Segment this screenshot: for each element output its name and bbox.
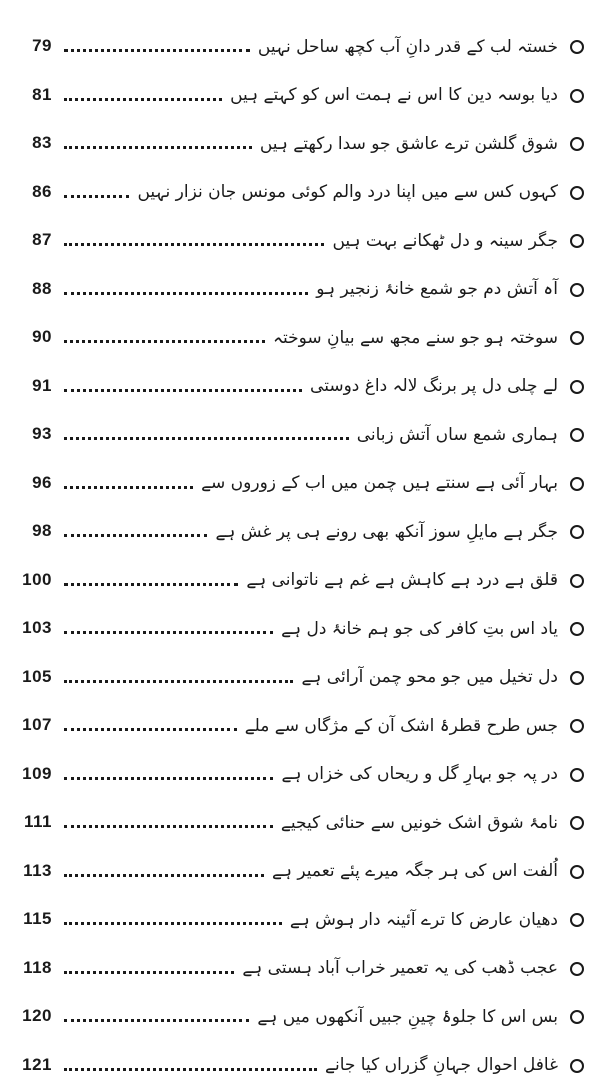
page-number: 83 <box>0 133 52 153</box>
circle-bullet-icon <box>570 428 584 442</box>
dot-leader <box>64 340 265 343</box>
circle-bullet-icon <box>570 283 584 297</box>
dot-leader <box>64 825 273 828</box>
circle-bullet-icon <box>570 913 584 927</box>
toc-entry[interactable] <box>0 1041 600 1089</box>
toc-entry[interactable] <box>0 604 600 653</box>
circle-bullet-icon <box>570 574 584 588</box>
entry-title: اُلفت اس کی ہر جگہ میرے پئے تعمیر ہے <box>266 860 558 881</box>
dot-leader <box>64 534 207 537</box>
circle-bullet-icon <box>570 89 584 103</box>
page-number: 120 <box>0 1006 52 1026</box>
circle-bullet-icon <box>570 719 584 733</box>
entry-title: جس طرح قطرۂ اشک آن کے مژگاں سے ملے <box>239 715 558 736</box>
dot-leader <box>64 922 282 925</box>
entry-title: دل تخیل میں جو محو چمن آرائی ہے <box>295 666 558 687</box>
entry-title: سوختہ ہو جو سنے مجھ سے بیانِ سوختہ <box>267 327 558 348</box>
page-number: 88 <box>0 279 52 299</box>
entry-title: بس اس کا جلوۂ چینِ جبیں آنکھوں میں ہے <box>251 1006 558 1027</box>
entry-title: خستہ لب کے قدر دانِ آب کچھ ساحل نہیں <box>252 36 558 57</box>
circle-bullet-icon <box>570 671 584 685</box>
page-number: 121 <box>0 1055 52 1075</box>
entry-title: قلق ہے درد ہے کاہش ہے غم ہے ناتوانی ہے <box>240 569 558 590</box>
entry-title: دیا بوسہ دین کا اس نے ہمت اس کو کہتے ہیں <box>224 84 558 105</box>
toc-entry[interactable] <box>0 119 600 168</box>
toc-entry[interactable] <box>0 895 600 944</box>
toc-entry[interactable] <box>0 265 600 314</box>
toc-entry[interactable] <box>0 944 600 993</box>
page-number: 91 <box>0 376 52 396</box>
toc-entry[interactable] <box>0 22 600 71</box>
entry-title: بہار آئی ہے سنتے ہیں چمن میں اب کے زوروں سے <box>195 472 558 493</box>
entry-title: غافل احوال جہانِ گزراں کیا جانے <box>319 1054 558 1075</box>
page-number: 87 <box>0 230 52 250</box>
dot-leader <box>64 1019 249 1022</box>
page-number: 115 <box>0 909 52 929</box>
dot-leader <box>64 146 252 149</box>
entry-title: جگر سینہ و دل ٹھکانے بہت ہیں <box>326 230 558 251</box>
page-number: 90 <box>0 327 52 347</box>
dot-leader <box>64 583 238 586</box>
dot-leader <box>64 728 237 731</box>
page-number: 96 <box>0 473 52 493</box>
dot-leader <box>64 680 293 683</box>
page-number: 86 <box>0 182 52 202</box>
circle-bullet-icon <box>570 865 584 879</box>
circle-bullet-icon <box>570 137 584 151</box>
entry-title: در پہ جو بہارِ گل و ریحاں کی خزاں ہے <box>275 763 558 784</box>
dot-leader <box>64 98 222 101</box>
toc-entry[interactable] <box>0 556 600 605</box>
entry-title: ہماری شمع ساں آتش زبانی <box>351 424 558 445</box>
page-number: 79 <box>0 36 52 56</box>
page-number: 93 <box>0 424 52 444</box>
circle-bullet-icon <box>570 525 584 539</box>
circle-bullet-icon <box>570 40 584 54</box>
toc-entry[interactable] <box>0 71 600 120</box>
dot-leader <box>64 195 129 198</box>
dot-leader <box>64 971 234 974</box>
table-of-contents <box>0 22 600 1089</box>
circle-bullet-icon <box>570 477 584 491</box>
toc-entry[interactable] <box>0 410 600 459</box>
entry-title: عجب ڈھب کی یہ تعمیر خراب آباد ہستی ہے <box>236 957 558 978</box>
dot-leader <box>64 292 308 295</box>
entry-title: جگر ہے مایلِ سوز آنکھ بھی رونے ہی پر غش ہے <box>209 521 558 542</box>
toc-entry[interactable] <box>0 750 600 799</box>
toc-entry[interactable] <box>0 507 600 556</box>
page-number: 81 <box>0 85 52 105</box>
entry-title: آہ آتش دم جو شمع خانۂ زنجیر ہو <box>310 278 558 299</box>
toc-entry[interactable] <box>0 653 600 702</box>
dot-leader <box>64 437 349 440</box>
entry-title: نامۂ شوق اشک خونیں سے حنائی کیجیے <box>275 812 558 833</box>
entry-title: کہوں کس سے میں اپنا درد والم کوئی مونس جان نزار نہیں <box>131 181 558 202</box>
toc-entry[interactable] <box>0 701 600 750</box>
page-number: 111 <box>0 812 52 832</box>
toc-entry[interactable] <box>0 459 600 508</box>
circle-bullet-icon <box>570 1010 584 1024</box>
dot-leader <box>64 486 193 489</box>
dot-leader <box>64 389 302 392</box>
dot-leader <box>64 777 273 780</box>
circle-bullet-icon <box>570 768 584 782</box>
page-number: 98 <box>0 521 52 541</box>
circle-bullet-icon <box>570 622 584 636</box>
page-number: 100 <box>0 570 52 590</box>
circle-bullet-icon <box>570 186 584 200</box>
entry-title: لے چلی دل پر برنگ لالہ داغ دوستی <box>304 375 558 396</box>
toc-entry[interactable] <box>0 216 600 265</box>
dot-leader <box>64 243 324 246</box>
page-number: 109 <box>0 764 52 784</box>
dot-leader <box>64 49 250 52</box>
toc-entry[interactable] <box>0 168 600 217</box>
circle-bullet-icon <box>570 816 584 830</box>
page-number: 105 <box>0 667 52 687</box>
dot-leader <box>64 1068 317 1071</box>
dot-leader <box>64 631 273 634</box>
page-number: 103 <box>0 618 52 638</box>
circle-bullet-icon <box>570 1059 584 1073</box>
page-number: 118 <box>0 958 52 978</box>
dot-leader <box>64 874 264 877</box>
entry-title: دھیان عارض کا ترے آئینہ دار ہوش ہے <box>284 909 558 930</box>
entry-title: شوق گلشن ترے عاشق جو سدا رکھتے ہیں <box>254 133 558 154</box>
toc-entry[interactable] <box>0 313 600 362</box>
circle-bullet-icon <box>570 331 584 345</box>
circle-bullet-icon <box>570 962 584 976</box>
toc-entry[interactable] <box>0 992 600 1041</box>
circle-bullet-icon <box>570 234 584 248</box>
entry-title: یاد اس بتِ کافر کی جو ہم خانۂ دل ہے <box>275 618 558 639</box>
toc-entry[interactable] <box>0 847 600 896</box>
page-number: 107 <box>0 715 52 735</box>
toc-entry[interactable] <box>0 362 600 411</box>
page-number: 113 <box>0 861 52 881</box>
circle-bullet-icon <box>570 380 584 394</box>
toc-entry[interactable] <box>0 798 600 847</box>
